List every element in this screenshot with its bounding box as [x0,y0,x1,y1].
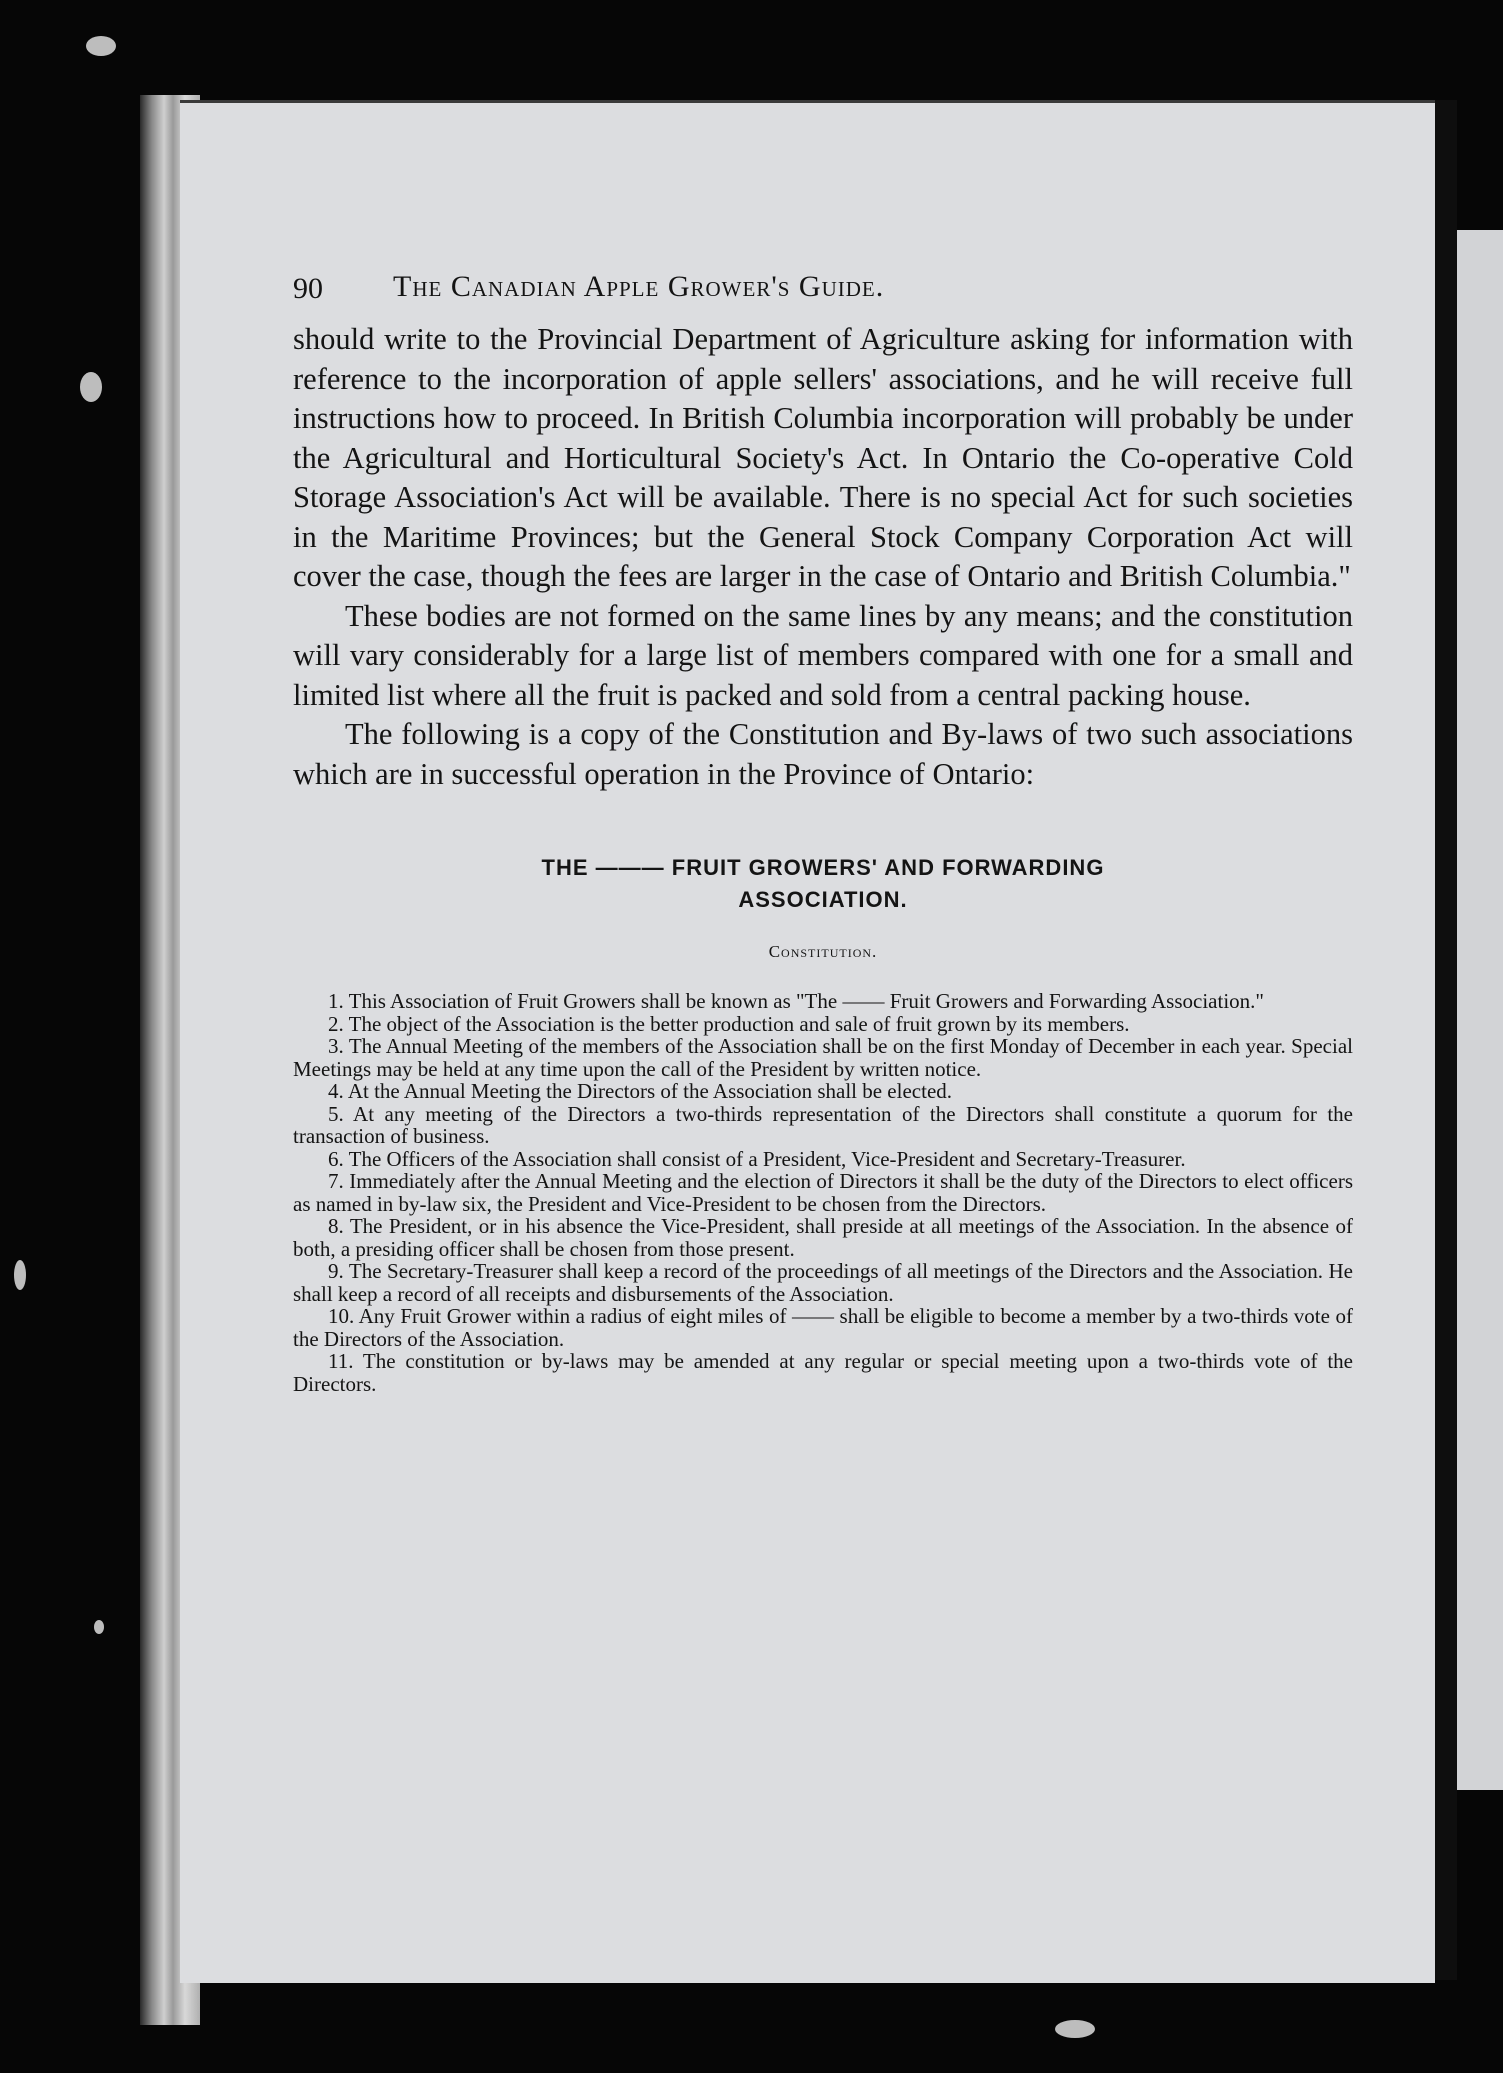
page-number: 90 [293,272,323,305]
section-title [293,852,1353,916]
page-text [293,90,1353,1395]
constitution-clause: 6. The Officers of the Association shall consist of a President, Vice-President and Secretary-Treasurer. [328,1146,1186,1171]
facing-page-edge [1457,230,1503,1790]
running-title: The Canadian Apple Grower's Guide. [393,270,885,303]
constitution-clause: 11. The constitution or by-laws may be amended at any regular or special meeting upon a two-thirds vote of the Directors. [293,1349,1353,1396]
constitution-clause: 4. At the Annual Meeting the Directors of the Association shall be elected. [328,1079,953,1103]
section-subtitle: Constitution. [768,942,878,961]
constitution-clause: 2. The object of the Association is the better production and sale of fruit grown by its members. [328,1011,1130,1036]
constitution-clause: 3. The Annual Meeting of the members of the Association shall be on the first Monday of December in each year. Special Meetings may be held at any time upon the call of the President by written notice. [293,1034,1353,1081]
gutter-shadow [1435,100,1457,1980]
body-paragraph: should write to the Provincial Department of Agriculture asking for information with reference to the incorporation of apple sellers' associations, and he will receive full instructions how to proceed. In British Columbia incorporation will probably be under the Agricultural and Horticultural Society's Act. In Ontario the Co-operative Cold Storage Association's Act will be available. There is no special Act for such societies in the Maritime Provinces; but the General Stock Company Corporation Act will cover the case, though the fees are larger in the case of Ontario and British Columbia." [293,322,1353,593]
constitution-clause: 8. The President, or in his absence the Vice-President, shall preside at all meetings of the Association. In the absence of both, a presiding officer shall be chosen from those present. [293,1214,1353,1261]
constitution-clause: 1. This Association of Fruit Growers shall be known as "The —— Fruit Growers and Forwarding Association." [328,989,1264,1013]
constitution-clause: 7. Immediately after the Annual Meeting and the election of Directors it shall be the duty of the Directors to elect officers as named in by-law six, the President and Vice-President to be chosen from the Directors. [293,1169,1353,1216]
section-title-line: THE ——— FRUIT GROWERS' AND FORWARDING [541,855,1105,880]
constitution-clause: 10. Any Fruit Grower within a radius of eight miles of —— shall be eligible to become a member by a two-thirds vote of the Directors of the Association. [293,1304,1353,1351]
body-paragraph: The following is a copy of the Constitution and By-laws of two such associations which are in successful operation in the Province of Ontario: [293,717,1353,791]
constitution-clause: 5. At any meeting of the Directors a two-thirds representation of the Directors shall constitute a quorum for the transaction of business. [293,1101,1353,1148]
constitution-clause: 9. The Secretary-Treasurer shall keep a record of the proceedings of all meetings of the Directors and the Association. He shall keep a record of all receipts and disbursements of the Association. [293,1259,1353,1306]
body-paragraph: These bodies are not formed on the same lines by any means; and the constitution will vary considerably for a large list of members compared with one for a small and limited list where all the fruit is packed and sold from a central packing house. [293,598,1353,712]
running-header [293,260,1353,320]
section-title-line: ASSOCIATION. [738,887,908,912]
